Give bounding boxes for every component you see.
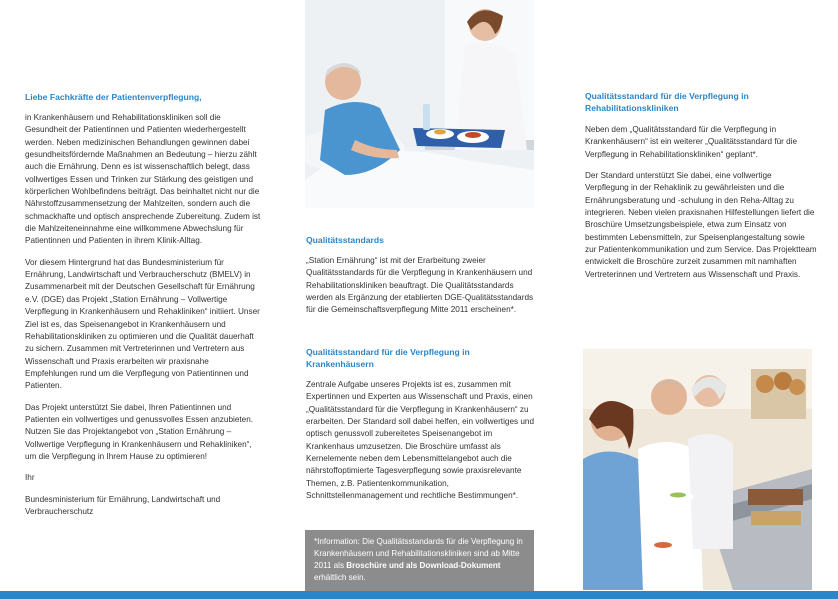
info-text-start: *Information: Die Qualitätsstandards für die Verpflegung in Krankenhäusern und Rehabilitationskliniken sind ab Mitte 2011 als bbox=[314, 537, 523, 570]
rehab-paragraph-2: Der Standard unterstützt Sie dabei, eine vollwertige Verpflegung in der Rehaklinik zu gewährleisten und die Ernährungsberatung und -schulung in den Reha-Alltag zu integrieren. Neben vielen praxisnahen Hilfestellungen liefert die Broschüre Umsetzungsbeispiele, etwa zum Einsatz von bestimmten Lebensmitteln, zur Speisenplangestaltung sowie zur Patientenkommunikation und zum Service. Das Projektteam entwickelt die Broschüre zurzeit zusammen mit namhaften Vertreterinnen und Vertretern aus Wissenschaft und Praxis. bbox=[585, 171, 817, 279]
letter-paragraph-1: in Krankenhäusern und Rehabilitationskliniken soll die Gesundheit der Patientinnen und Patienten wiederhergestellt werden. Neben medizinischen Behandlungen gewinnen dabei gesundheitsfördernde Maßnahmen an Bedeutung – hierzu zählt auch die Ernährung. Denn es ist wissenschaftlich belegt, dass vollwertiges Essen und Trinken zur Stärkung des geistigen und körperlichen Wohlbefindens beiträgt. Das beinhaltet nicht nur die Nährstoffzusammensetzung der Mahlzeiten, sondern auch die schmackhafte und optisch ansprechende Zubereitung. Zudem ist die Mahlzeiteneinnahme eine willkommene Abwechslung für Patientinnen und Patienten in ihrem Klinik-Alltag. bbox=[25, 113, 261, 246]
photo-buffet-patients bbox=[583, 349, 812, 590]
letter-signature: Bundesministerium für Ernährung, Landwirtschaft und Verbraucherschutz bbox=[25, 494, 221, 516]
section-hospital-standard bbox=[306, 346, 538, 502]
letter-paragraph-2: Vor diesem Hintergrund hat das Bundesministerium für Ernährung, Landwirtschaft und Verbraucherschutz (BMELV) in Zusammenarbeit mit der Deutschen Gesellschaft für Ernährung e.V. (DGE) das Projekt „Station Ernährung – Vollwertige Verpflegung in Krankenhäusern und Rehakliniken“ initiiert. Unser Ziel ist es, das Speisenangebot in Krankenhäusern und Rehabilitationskliniken zu optimieren und die Qualität dauerhaft zu sichern. Zusammen mit Vertreterinnen und Vertretern aus Wissenschaft und Praxis erarbeiten wir praxisnahe Empfehlungen rund um die Verpflegung von Patientinnen und Patienten. bbox=[25, 257, 260, 391]
rehab-paragraph-1: Neben dem „Qualitätsstandard für die Verpflegung in Krankenhäusern“ ist ein weiterer „Qualitätsstandard für die Verpflegung in Rehabilitationskliniken“ geplant*. bbox=[585, 125, 798, 159]
buffet-illustration bbox=[583, 349, 812, 590]
info-text-bold: Broschüre und als Download-Dokument bbox=[346, 561, 501, 570]
rehab-standard-heading: Qualitätsstandard für die Verpflegung in Rehabilitationskliniken bbox=[585, 91, 749, 113]
bottom-accent-bar bbox=[0, 591, 838, 599]
quality-standards-heading: Qualitätsstandards bbox=[306, 235, 384, 245]
letter-body bbox=[25, 112, 263, 527]
info-box bbox=[305, 530, 534, 591]
greeting-heading: Liebe Fachkräfte der Patientenverpflegung, bbox=[25, 92, 202, 102]
letter-paragraph-3: Das Projekt unterstützt Sie dabei, Ihren Patientinnen und Patienten ein vollwertiges und genussvolles Essen anzubieten. Nutzen Sie das Projektangebot von „Station Ernährung – Vollwertige Verpflegung in Krankenhäusern und Rehakliniken“, um die Verpflegung in Ihrem Hause zu optimieren! bbox=[25, 402, 254, 461]
rehab-standard-body bbox=[585, 124, 817, 290]
hospital-standard-heading: Qualitätsstandard für die Verpflegung in Krankenhäusern bbox=[306, 347, 470, 369]
photo-nurse-serving-patient bbox=[305, 0, 534, 208]
info-text-end: erhältlich sein. bbox=[314, 573, 366, 582]
nurse-patient-illustration bbox=[305, 0, 534, 208]
quality-standards-text: „Station Ernährung“ ist mit der Erarbeitung zweier Qualitätsstandards für die Verpflegung in Krankenhäusern und Rehabilitationskliniken beauftragt. Die Qualitätsstandards werden als Ergänzung der etablierten DGE-Qualitätsstandards für die Gemeinschaftsverpflegung Mitte 2011 erscheinen*. bbox=[306, 256, 534, 315]
section-quality-standards bbox=[306, 234, 538, 317]
letter-closing: Ihr bbox=[25, 473, 35, 483]
hospital-standard-text: Zentrale Aufgabe unseres Projekts ist es, zusammen mit Expertinnen und Experten aus Wissenschaft und Praxis, einen „Qualitätsstandard für die Verpflegung in Krankenhäusern“ zu erarbeiten. Der Standard soll dabei helfen, ein vollwertiges und optisch genussvoll zubereitetes Speisenangebot im Krankenhaus umzusetzen. Die Broschüre umfasst als Kernelemente neben dem Lebensmittelangebot auch die nährstoffoptimierte Tagesverpflegung sowie praxisrelevante Themen, z.B. Patientenkommunikation, Schnittstellenmanagement und rechtliche Bestimmungen*. bbox=[306, 380, 535, 501]
